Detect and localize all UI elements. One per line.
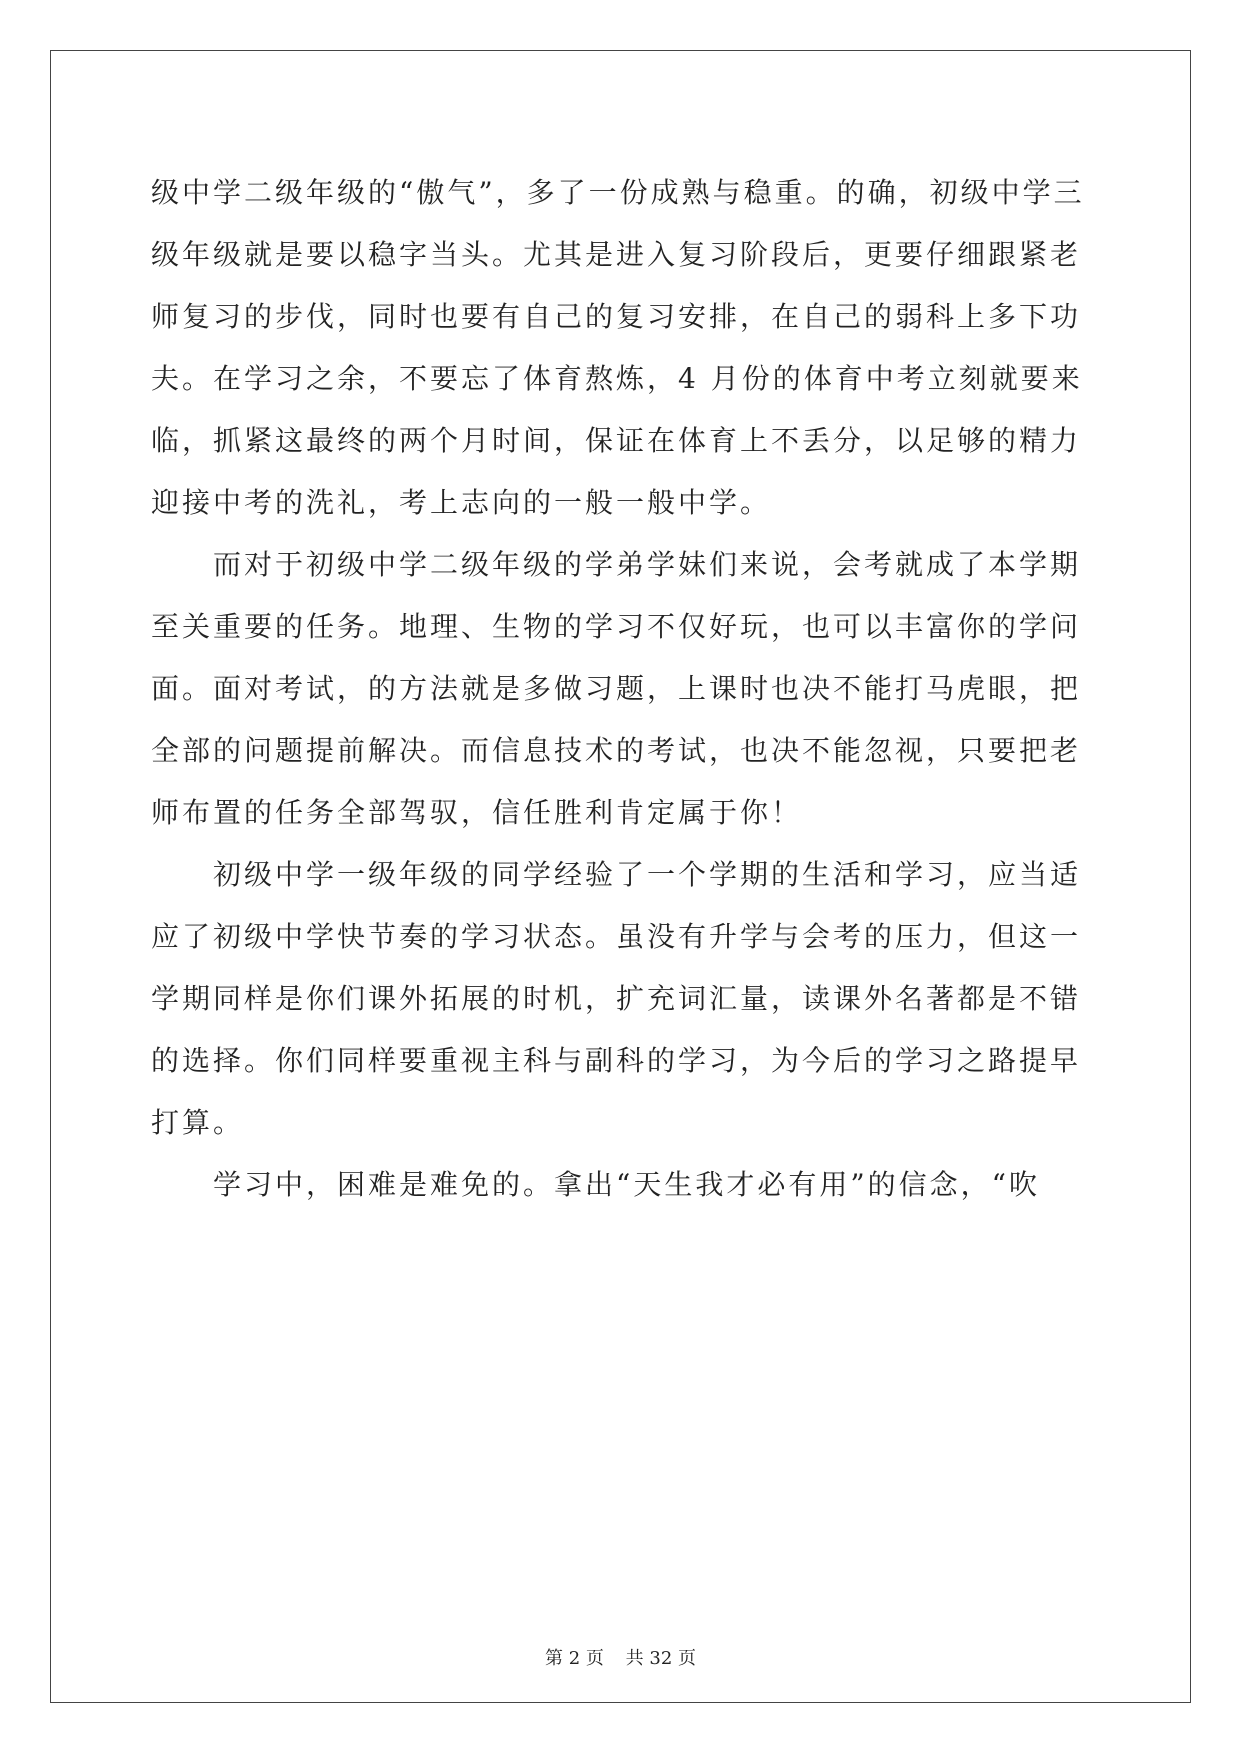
- paragraph-start-line: 学习中，困难是难免的。拿出“天生我才必有用”的信念，“吹: [213, 1168, 1040, 1201]
- text-line: 师复习的步伐，同时也要有自己的复习安排，在自己的弱科上多下功: [151, 300, 1082, 333]
- text-line: 临，抓紧这最终的两个月时间，保证在体育上不丢分，以足够的精力: [151, 424, 1082, 457]
- text-line: 全部的问题提前解决。而信息技术的考试，也决不能忽视，只要把老: [151, 734, 1082, 767]
- document-body: [151, 162, 1091, 1216]
- text-line: 夫。在学习之余，不要忘了体育熬炼，4 月份的体育中考立刻就要来: [151, 362, 1083, 395]
- text-line: 打算。: [151, 1106, 245, 1139]
- text-line: 迎接中考的洗礼，考上志向的一般一般中学。: [151, 486, 772, 519]
- text-line: 至关重要的任务。地理、生物的学习不仅好玩，也可以丰富你的学问: [151, 610, 1082, 643]
- text-line: 学期同样是你们课外拓展的时机，扩充词汇量，读课外名著都是不错: [151, 982, 1082, 1015]
- text-line: 应了初级中学快节奏的学习状态。虽没有升学与会考的压力，但这一: [151, 920, 1082, 953]
- text-line: 面。面对考试，的方法就是多做习题，上课时也决不能打马虎眼，把: [151, 672, 1082, 705]
- page-number: 第 2 页: [545, 1648, 604, 1669]
- page-footer: [0, 1644, 1241, 1670]
- paragraph-start-line: 初级中学一级年级的同学经验了一个学期的生活和学习，应当适: [213, 858, 1082, 891]
- text-line: 级中学二级年级的“傲气”，多了一份成熟与稳重。的确，初级中学三: [151, 176, 1085, 209]
- text-line: 的选择。你们同样要重视主科与副科的学习，为今后的学习之路提早: [151, 1044, 1082, 1077]
- text-line: 师布置的任务全部驾驭，信任胜利肯定属于你！: [151, 796, 803, 829]
- page-total: 共 32 页: [625, 1648, 696, 1669]
- paragraph-start-line: 而对于初级中学二级年级的学弟学妹们来说，会考就成了本学期: [213, 548, 1082, 581]
- text-line: 级年级就是要以稳字当头。尤其是进入复习阶段后，更要仔细跟紧老: [151, 238, 1082, 271]
